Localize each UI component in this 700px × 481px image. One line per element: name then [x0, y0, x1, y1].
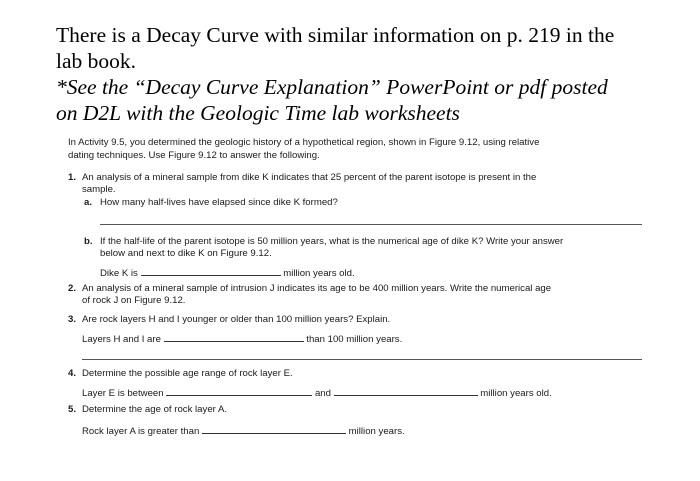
layers-hi-blank[interactable]	[164, 332, 304, 342]
question-1b-text-1: If the half-life of the parent isotope is 50 million years, what is the numerical age of dike K? Write your answer	[100, 236, 564, 247]
dike-k-age-blank[interactable]	[141, 266, 281, 276]
question-1-text-1: An analysis of a mineral sample from dike K indicates that 25 percent of the parent isotope is present in the	[82, 172, 537, 183]
dike-k-prefix: Dike K is	[100, 268, 138, 279]
header-line-2: lab book.	[56, 49, 137, 73]
question-1a-text: How many half-lives have elapsed since dike K formed?	[100, 197, 338, 208]
layers-hi-prefix: Layers H and I are	[82, 334, 161, 345]
question-4-text: Determine the possible age range of rock layer E.	[82, 368, 293, 379]
question-2-number: 2.	[68, 283, 77, 294]
question-5-answer-row	[82, 424, 405, 437]
intro-line-1: In Activity 9.5, you determined the geologic history of a hypothetical region, shown in Figure 9.12, using relative	[68, 137, 540, 148]
header-note-line-1: *See the “Decay Curve Explanation” PowerPoint or pdf posted	[56, 75, 608, 99]
header-line-1: There is a Decay Curve with similar information on p. 219 in the	[56, 23, 615, 47]
layer-e-middle: and	[314, 388, 331, 399]
question-1-number: 1.	[68, 172, 77, 183]
layer-e-min-blank[interactable]	[166, 386, 312, 396]
layers-hi-suffix: than 100 million years.	[306, 334, 403, 345]
question-3-number: 3.	[68, 314, 77, 325]
question-1b-label: b.	[84, 236, 93, 247]
dike-k-suffix: million years old.	[283, 268, 355, 279]
layer-a-suffix: million years.	[348, 426, 405, 437]
question-1b-answer-row	[100, 266, 355, 279]
question-2-text-1: An analysis of a mineral sample of intrusion J indicates its age to be 400 million years. Write the numerical age	[82, 283, 552, 294]
question-5-number: 5.	[68, 404, 77, 415]
question-3-text: Are rock layers H and I younger or older than 100 million years? Explain.	[82, 314, 391, 325]
layer-a-blank[interactable]	[202, 424, 346, 434]
answer-line-1a[interactable]	[100, 224, 642, 225]
intro-line-2: dating techniques. Use Figure 9.12 to answer the following.	[68, 150, 320, 161]
question-1a-label: a.	[84, 197, 93, 208]
layer-e-max-blank[interactable]	[334, 386, 478, 396]
question-2-text-2: of rock J on Figure 9.12.	[82, 295, 186, 306]
layer-e-suffix: million years old.	[480, 388, 552, 399]
question-1-text-2: sample.	[82, 184, 116, 195]
answer-line-3[interactable]	[82, 359, 642, 360]
question-4-number: 4.	[68, 368, 77, 379]
layer-a-prefix: Rock layer A is greater than	[82, 426, 200, 437]
layer-e-prefix: Layer E is between	[82, 388, 164, 399]
question-3-answer-row	[82, 332, 402, 345]
question-5-text: Determine the age of rock layer A.	[82, 404, 228, 415]
question-1b-text-2: below and next to dike K on Figure 9.12.	[100, 248, 272, 259]
question-4-answer-row	[82, 386, 552, 399]
header-note-line-2: on D2L with the Geologic Time lab worksheets	[56, 101, 460, 125]
